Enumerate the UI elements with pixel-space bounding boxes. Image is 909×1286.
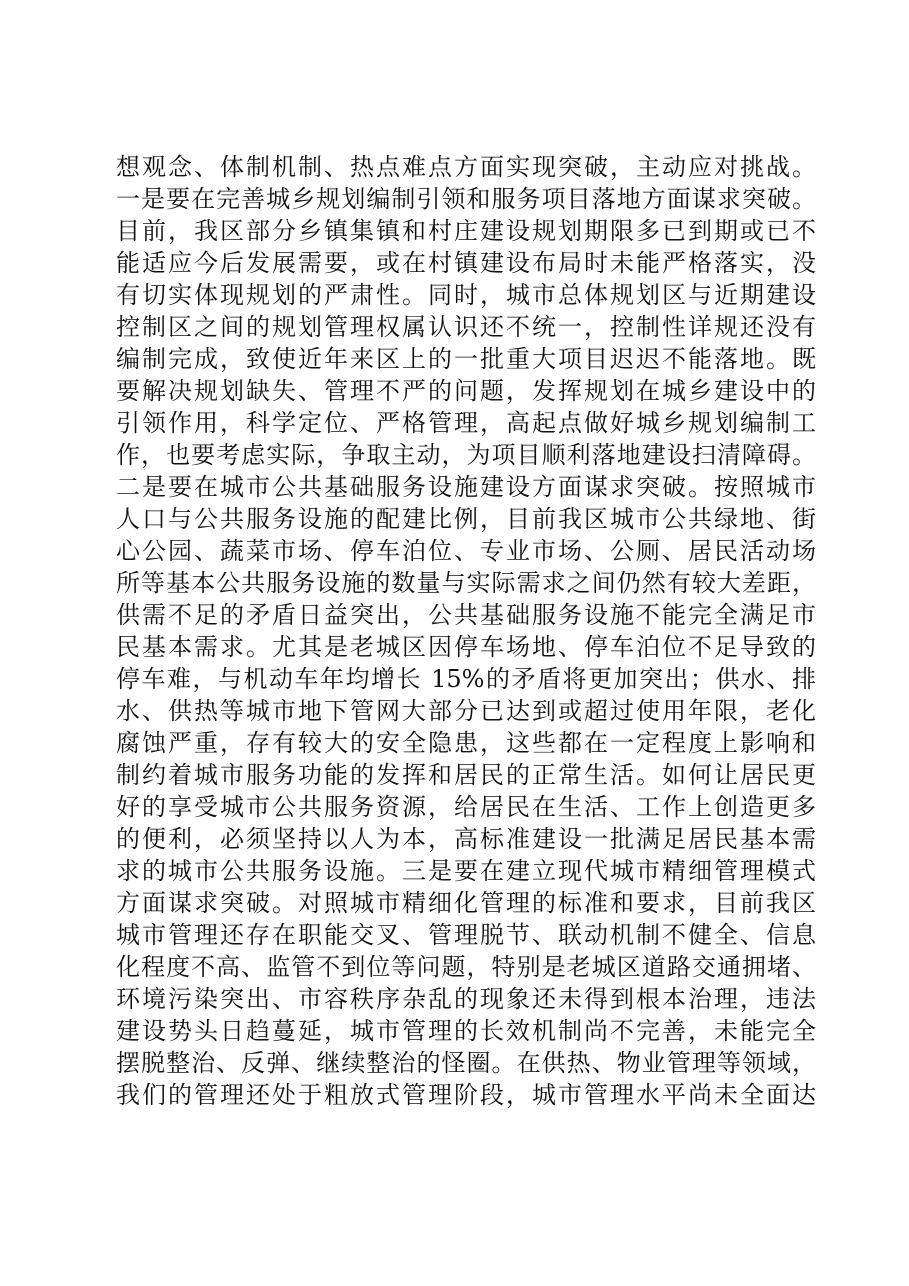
text-line: 方面谋求突破。对照城市精细化管理的标准和要求，目前我区 [116, 889, 816, 917]
text-line: 有切实体现规划的严肃性。同时，城市总体规划区与近期建设 [116, 281, 816, 309]
text-line: 供需不足的矛盾日益突出，公共基础服务设施不能完全满足市 [116, 601, 816, 629]
text-line: 一是要在完善城乡规划编制引领和服务项目落地方面谋求突破。 [116, 185, 816, 213]
text-line: 我们的管理还处于粗放式管理阶段，城市管理水平尚未全面达 [116, 1081, 816, 1109]
text-line: 能适应今后发展需要，或在村镇建设布局时未能严格落实，没 [116, 249, 816, 277]
text-line: 建设势头日趋蔓延，城市管理的长效机制尚不完善，未能完全 [116, 1017, 816, 1045]
text-line: 摆脱整治、反弹、继续整治的怪圈。在供热、物业管理等领域， [116, 1049, 816, 1077]
text-line: 停车难，与机动车年均增长 15%的矛盾将更加突出；供水、排 [116, 665, 816, 693]
text-line: 想观念、体制机制、热点难点方面实现突破，主动应对挑战。 [116, 153, 816, 181]
text-line: 制约着城市服务功能的发挥和居民的正常生活。如何让居民更 [116, 761, 816, 789]
text-line: 环境污染突出、市容秩序杂乱的现象还未得到根本治理，违法 [116, 985, 816, 1013]
text-line: 控制区之间的规划管理权属认识还不统一，控制性详规还没有 [116, 313, 816, 341]
text-line: 编制完成，致使近年来区上的一批重大项目迟迟不能落地。既 [116, 345, 816, 373]
text-line: 人口与公共服务设施的配建比例，目前我区城市公共绿地、街 [116, 505, 816, 533]
text-line: 腐蚀严重，存有较大的安全隐患，这些都在一定程度上影响和 [116, 729, 816, 757]
text-line: 化程度不高、监管不到位等问题，特别是老城区道路交通拥堵、 [116, 953, 816, 981]
text-line: 目前，我区部分乡镇集镇和村庄建设规划期限多已到期或已不 [116, 217, 816, 245]
text-line: 好的享受城市公共服务资源，给居民在生活、工作上创造更多 [116, 793, 816, 821]
text-line: 城市管理还存在职能交叉、管理脱节、联动机制不健全、信息 [116, 921, 816, 949]
text-line: 水、供热等城市地下管网大部分已达到或超过使用年限，老化 [116, 697, 816, 725]
text-line: 民基本需求。尤其是老城区因停车场地、停车泊位不足导致的 [116, 633, 816, 661]
body-text [116, 151, 816, 1111]
text-line: 所等基本公共服务设施的数量与实际需求之间仍然有较大差距， [116, 569, 816, 597]
text-line: 二是要在城市公共基础服务设施建设方面谋求突破。按照城市 [116, 473, 816, 501]
text-line: 的便利，必须坚持以人为本，高标准建设一批满足居民基本需 [116, 825, 816, 853]
text-line: 引领作用，科学定位、严格管理，高起点做好城乡规划编制工 [116, 409, 816, 437]
text-line: 作，也要考虑实际，争取主动，为项目顺利落地建设扫清障碍。 [116, 441, 816, 469]
text-line: 心公园、蔬菜市场、停车泊位、专业市场、公厕、居民活动场 [116, 537, 816, 565]
text-line: 求的城市公共服务设施。三是要在建立现代城市精细管理模式 [116, 857, 816, 885]
text-line: 要解决规划缺失、管理不严的问题，发挥规划在城乡建设中的 [116, 377, 816, 405]
